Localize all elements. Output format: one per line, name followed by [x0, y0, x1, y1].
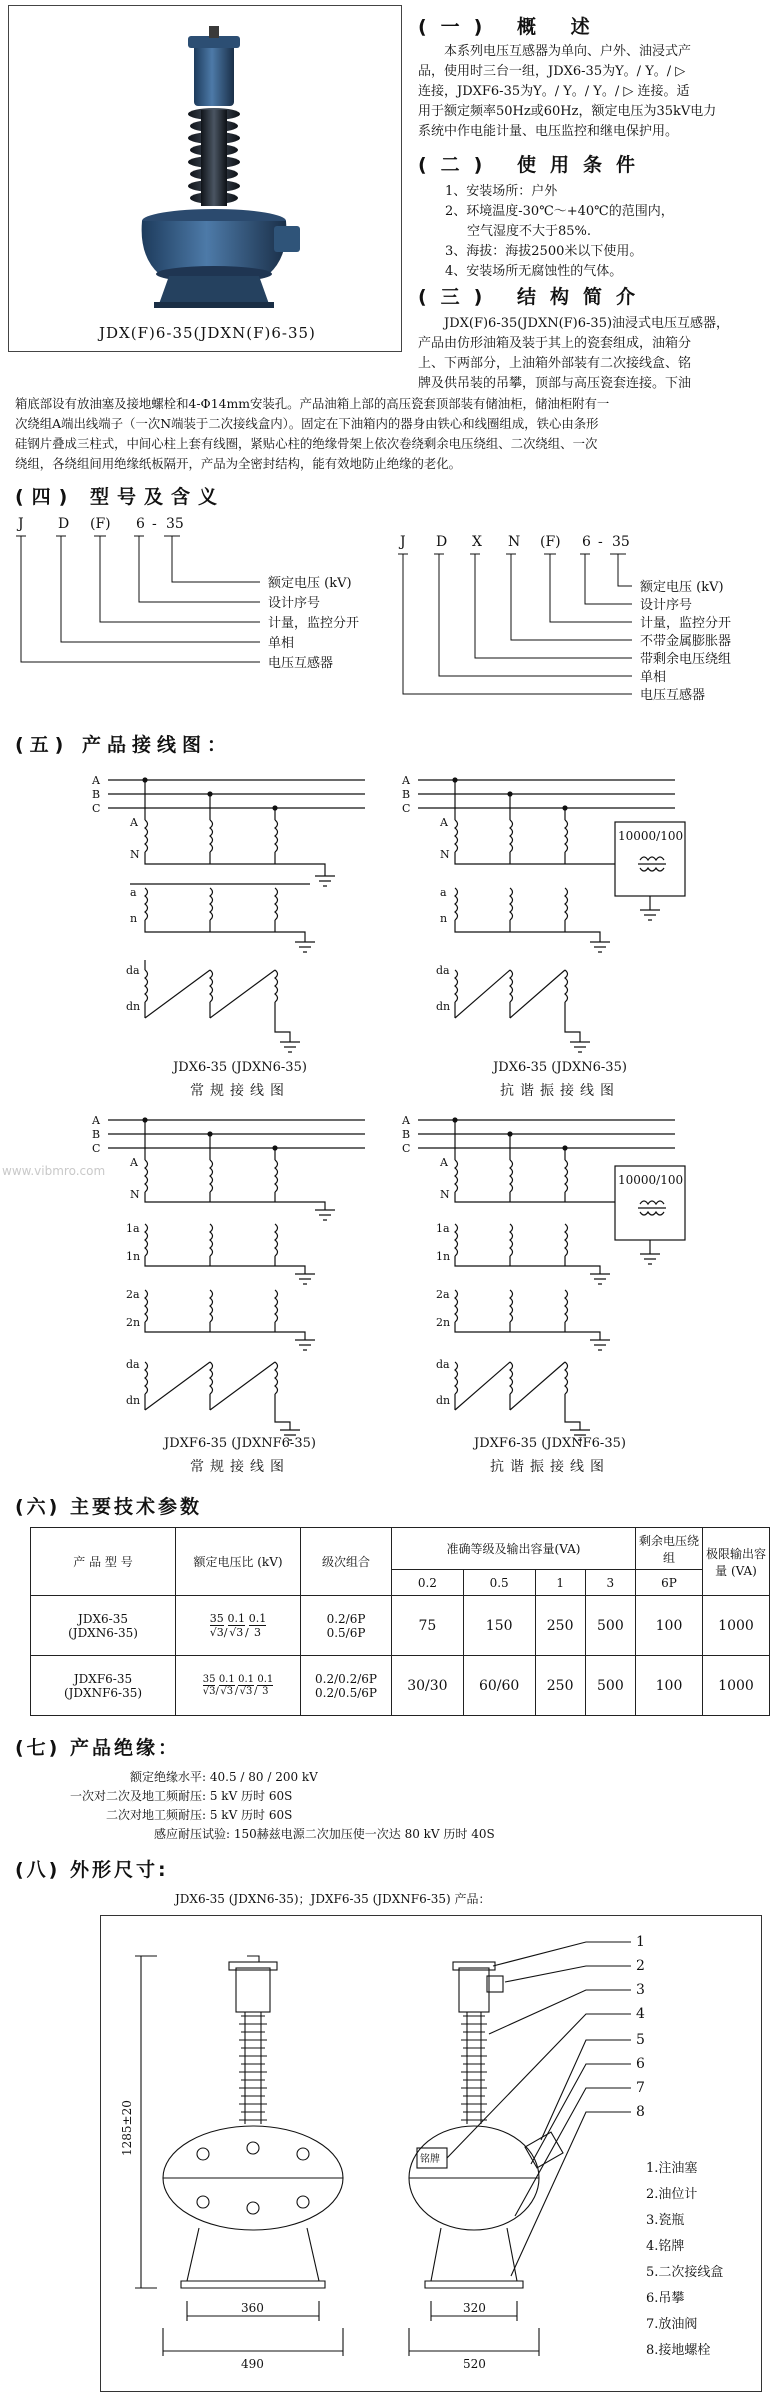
ratio-den: √3 — [220, 1686, 234, 1697]
cell-value: 75 — [392, 1596, 464, 1656]
th-class: 0.2 — [392, 1570, 464, 1596]
winding-label: 2n — [436, 1316, 451, 1329]
section2-line: 1、安装场所：户外 — [445, 184, 558, 199]
callout-number: 8 — [636, 2104, 645, 2120]
section3-line: 上、下两部分，上油箱外部装有二次接线盒、铭 — [418, 356, 692, 371]
model1-letter: D — [58, 516, 70, 532]
model2-meaning: 设计序号 — [640, 598, 693, 613]
th-limit: 极限输出容量 (VA) — [703, 1528, 770, 1596]
model-code-diagram-1 — [10, 510, 380, 690]
section1-line: 品，使用时三台一组，JDX6-35为Y。/ Y。/ ▷ — [418, 64, 686, 79]
diagram2-title: 抗谐振接线图 — [500, 1083, 620, 1099]
model2-meaning: 单相 — [640, 670, 667, 685]
section3-line: 箱底部设有放油塞及接地螺栓和4-Φ14mm安装孔。产品油箱上部的高压瓷套顶部装有储油柜，储油柜附有一 — [15, 396, 610, 411]
model2-letter: - — [598, 534, 603, 550]
winding-label: 1a — [126, 1222, 140, 1235]
model1-meaning: 额定电压 (kV) — [268, 576, 352, 591]
model-name-alt: (JDXN6-35) — [68, 1625, 138, 1640]
ratio-num: 0.1 — [238, 1674, 254, 1685]
winding-label: dn — [126, 1394, 141, 1407]
combo-value: 0.2/0.5/6P — [315, 1685, 377, 1700]
resistor-label: 10000/100 — [618, 829, 684, 843]
th-accuracy: 准确等级及输出容量(VA) — [392, 1528, 636, 1570]
section3-line: 绕组，各绕组间用绝缘纸板隔开，产品为全密封结构，能有效地防止绝缘的老化。 — [15, 456, 462, 471]
legend-item: 7.放油阀 — [646, 2317, 698, 2332]
winding-label: dn — [436, 1000, 451, 1013]
winding-label: dn — [126, 1000, 141, 1013]
winding-label: 2n — [126, 1316, 141, 1329]
winding-label: 1n — [436, 1250, 451, 1263]
cell-value: 1000 — [703, 1656, 770, 1716]
bus-label: B — [92, 1128, 101, 1141]
cell-value: 500 — [585, 1596, 635, 1656]
model1-letter: 6 — [136, 516, 145, 532]
ratio-den: √3 — [209, 1626, 224, 1639]
section1-line: 用于额定频率50Hz或60Hz，额定电压为35kV电力 — [418, 104, 717, 119]
diagram1-model: JDX6-35 (JDXN6-35) — [173, 1060, 307, 1075]
callout-number: 2 — [636, 1958, 645, 1974]
model-code-diagram-2 — [392, 528, 777, 728]
wiring-diagram-4 — [400, 1100, 700, 1470]
diagram4-title: 抗谐振接线图 — [490, 1459, 610, 1475]
winding-label: 2a — [436, 1288, 450, 1301]
winding-label: n — [440, 912, 448, 925]
model1-letter: - — [152, 516, 157, 532]
winding-label: da — [126, 1358, 140, 1371]
watermark: www.vibmro.com — [2, 1164, 106, 1178]
section3-line: 次绕组A端出线端子（一次N端装于二次接线盒内）。固定在下油箱内的器身由铁心和线圈组成，铁心由条形 — [15, 416, 599, 431]
bus-label: A — [402, 774, 410, 787]
th-model: 产 品 型 号 — [31, 1528, 176, 1596]
ratio-num: 35 — [202, 1674, 216, 1685]
legend-item: 5.二次接线盒 — [646, 2265, 724, 2280]
th-class: 6P — [636, 1570, 703, 1596]
combo-value: 0.2/0.2/6P — [315, 1671, 377, 1686]
ratio-num: 0.1 — [227, 1612, 245, 1625]
cell-ratio: $\frac{35}{√3}/$ $\frac{0.1}{√3}/$ $\frac{0.1}{3}$ — [176, 1596, 301, 1656]
winding-label: N — [130, 848, 140, 861]
model1-meaning: 设计序号 — [268, 596, 321, 611]
model2-letter: 6 — [582, 534, 591, 550]
bus-label: A — [402, 1114, 410, 1127]
dim-height: 1285±20 — [120, 2100, 134, 2156]
outline-subtitle: JDX6-35 (JDXN6-35)；JDXF6-35 (JDXNF6-35) 产品： — [175, 1892, 491, 1906]
ratio-den: 3 — [262, 1686, 269, 1697]
cell-value: 150 — [463, 1596, 535, 1656]
section2-line: 4、安装场所无腐蚀性的气体。 — [445, 264, 623, 279]
model1-meaning: 单相 — [268, 636, 295, 651]
model2-letter: X — [472, 534, 482, 550]
section1-heading: (一) 概 述 — [418, 16, 604, 38]
winding-label: A — [130, 1156, 138, 1169]
ratio-den: 3 — [253, 1626, 261, 1639]
section3-text-right — [418, 314, 776, 394]
winding-label: A — [130, 816, 138, 829]
section3-heading: (三) 结构简介 — [418, 286, 649, 308]
ratio-den: √3 — [239, 1686, 253, 1697]
legend-item: 6.吊攀 — [646, 2291, 685, 2306]
winding-label: 1a — [436, 1222, 450, 1235]
transformer-photo — [9, 6, 401, 316]
cell-value: 30/30 — [392, 1656, 464, 1716]
insulation-text — [60, 1768, 760, 1844]
callout-number: 6 — [636, 2056, 645, 2072]
cell-value: 500 — [585, 1656, 635, 1716]
cell-ratio: $\frac{35}{√3}/$ $\frac{0.1}{√3}/$ $\frac{0.1}{√3}/$ $\frac{0.1}{3}$ — [176, 1656, 301, 1716]
winding-label: n — [130, 912, 138, 925]
legend-item: 4.铭牌 — [646, 2239, 685, 2254]
model1-letter: (F) — [90, 516, 111, 532]
model-name-alt: (JDXNF6-35) — [63, 1685, 143, 1700]
model1-meaning: 电压互感器 — [268, 656, 334, 671]
winding-label: da — [436, 1358, 450, 1371]
cell-model — [31, 1656, 176, 1716]
section2-heading: (二) 使用条件 — [418, 154, 649, 176]
winding-label: N — [130, 1188, 140, 1201]
ratio-den: √3 — [202, 1686, 216, 1697]
diagram3-title: 常规接线图 — [190, 1459, 290, 1475]
diagram4-model: JDXF6-35 (JDXNF6-35) — [474, 1436, 626, 1451]
dim-base-b: 320 — [463, 2301, 486, 2315]
th-combo: 级次组合 — [301, 1528, 392, 1596]
section1-line: 系统中作电能计量、电压监控和继电保护用。 — [418, 124, 679, 139]
section2-line: 2、环境温度-30℃～+40℃的范围内， — [445, 204, 674, 219]
model2-letter: D — [436, 534, 448, 550]
combo-value: 0.2/6P — [326, 1611, 366, 1626]
insulation-line: 二次对地工频耐压: 5 kV 历时 60S — [106, 1808, 293, 1822]
bus-label: B — [402, 788, 411, 801]
diagram3-model: JDXF6-35 (JDXNF6-35) — [164, 1436, 316, 1451]
callout-number: 7 — [636, 2080, 645, 2096]
th-class: 0.5 — [463, 1570, 535, 1596]
insulation-line: 额定绝缘水平: 40.5 / 80 / 200 kV — [130, 1770, 318, 1784]
outline-drawing-frame — [100, 1915, 762, 2392]
winding-label: 1n — [126, 1250, 141, 1263]
th-residual: 剩余电压绕组 — [636, 1528, 703, 1570]
cell-value: 1000 — [703, 1596, 770, 1656]
dim-width-b: 520 — [463, 2357, 486, 2371]
model1-letter: J — [18, 516, 24, 532]
th-ratio: 额定电压比 (kV) — [176, 1528, 301, 1596]
th-class: 1 — [535, 1570, 585, 1596]
cell-combo — [301, 1596, 392, 1656]
legend-item: 3.瓷瓶 — [646, 2213, 685, 2228]
product-photo-box — [8, 5, 402, 352]
photo-caption: JDX(F)6-35(JDXN(F)6-35) — [99, 324, 316, 342]
model2-meaning: 带剩余电压绕组 — [640, 652, 732, 667]
model2-letter: N — [508, 534, 521, 550]
bus-label: C — [92, 1142, 101, 1155]
section4-heading: (四) 型号及含义 — [15, 486, 225, 508]
model-name: JDX6-35 — [78, 1611, 128, 1626]
wiring-diagram-1 — [90, 760, 380, 1090]
callout-number: 5 — [636, 2032, 645, 2048]
model-name: JDXF6-35 — [73, 1671, 133, 1686]
model2-meaning: 计量，监控分开 — [640, 616, 732, 631]
ratio-num: 0.1 — [248, 1612, 267, 1625]
model1-letter: 35 — [166, 516, 184, 532]
winding-label: 2a — [126, 1288, 140, 1301]
model2-meaning: 电压互感器 — [640, 688, 706, 703]
cell-value: 250 — [535, 1596, 585, 1656]
nameplate-label: 铭牌 — [420, 2154, 440, 2165]
model2-meaning: 不带金属膨胀器 — [640, 634, 732, 649]
diagram2-model: JDX6-35 (JDXN6-35) — [493, 1060, 627, 1075]
model2-letter: J — [400, 534, 406, 550]
model2-letter: (F) — [540, 534, 561, 550]
ratio-num: 35 — [209, 1612, 224, 1625]
wiring-diagram-2 — [400, 760, 700, 1090]
dim-width-a: 490 — [241, 2357, 264, 2371]
winding-label: A — [440, 1156, 448, 1169]
legend-item: 2.油位计 — [646, 2187, 698, 2202]
callout-number: 1 — [636, 1934, 645, 1950]
parts-legend — [646, 2156, 756, 2364]
section3-text-full — [15, 394, 775, 474]
th-class: 3 — [585, 1570, 635, 1596]
cell-value: 100 — [636, 1656, 703, 1716]
bus-label: A — [92, 774, 100, 787]
section1-line: 本系列电压互感器为单向、户外、油浸式产 — [444, 44, 692, 59]
cell-value: 60/60 — [463, 1656, 535, 1716]
winding-label: a — [440, 886, 447, 899]
ratio-den: √3 — [229, 1626, 244, 1639]
section2-line: 3、海拔：海拔2500米以下使用。 — [445, 244, 643, 259]
winding-label: N — [440, 1188, 450, 1201]
ratio-num: 0.1 — [257, 1674, 274, 1685]
bus-label: A — [92, 1114, 100, 1127]
winding-label: a — [130, 886, 137, 899]
insulation-line: 感应耐压试验: 150赫兹电源二次加压使一次达 80 kV 历时 40S — [154, 1827, 495, 1841]
bus-label: C — [92, 802, 101, 815]
callout-number: 4 — [636, 2006, 645, 2022]
winding-label: N — [440, 848, 450, 861]
legend-item: 8.接地螺栓 — [646, 2343, 711, 2358]
cell-model — [31, 1596, 176, 1656]
legend-item: 1.注油塞 — [646, 2161, 698, 2176]
cell-value: 250 — [535, 1656, 585, 1716]
bus-label: C — [402, 1142, 411, 1155]
table-row — [31, 1656, 770, 1716]
bus-label: B — [402, 1128, 411, 1141]
winding-label: A — [440, 816, 448, 829]
table-row — [31, 1596, 770, 1656]
spec-table — [30, 1527, 770, 1716]
model1-meaning: 计量，监控分开 — [268, 616, 360, 631]
section2-text — [445, 182, 775, 282]
winding-label: dn — [436, 1394, 451, 1407]
winding-label: da — [436, 964, 450, 977]
section1-text — [418, 42, 773, 142]
bus-label: B — [92, 788, 101, 801]
section3-line: JDX(F)6-35(JDXN(F)6-35)油浸式电压互感器， — [444, 316, 730, 331]
dim-base-a: 360 — [241, 2301, 264, 2315]
section8-heading: (八) 外形尺寸: — [15, 1859, 169, 1881]
section1-line: 连接，JDXF6-35为Y。/ Y。/ Y。/ ▷ 连接。适 — [418, 84, 690, 99]
ratio-num: 0.1 — [218, 1674, 235, 1685]
callout-number: 3 — [636, 1982, 645, 1998]
section3-line: 产品由仿形油箱及装于其上的瓷套组成，油箱分 — [418, 336, 692, 351]
resistor-label: 10000/100 — [618, 1173, 684, 1187]
model2-meaning: 额定电压 (kV) — [640, 580, 724, 595]
section6-heading: (六) 主要技术参数 — [15, 1496, 202, 1518]
diagram1-title: 常规接线图 — [190, 1083, 290, 1099]
cell-value: 100 — [636, 1596, 703, 1656]
combo-value: 0.5/6P — [326, 1625, 366, 1640]
section3-line: 硅钢片叠成三柱式，中间心柱上套有线圈，紧贴心柱的绝缘骨架上依次卷绕剩余电压绕组、二次绕组、一次 — [15, 436, 598, 451]
section3-line: 牌及供吊装的吊攀，顶部与高压瓷套连接。下油 — [418, 376, 692, 391]
section2-line: 空气湿度不大于85%. — [467, 224, 592, 239]
bus-label: C — [402, 802, 411, 815]
section7-heading: (七) 产品绝缘： — [15, 1737, 180, 1759]
model2-letter: 35 — [612, 534, 630, 550]
insulation-line: 一次对二次及地工频耐压: 5 kV 历时 60S — [70, 1789, 293, 1803]
wiring-diagram-3 — [90, 1100, 380, 1470]
cell-combo — [301, 1656, 392, 1716]
section5-heading: (五) 产品接线图： — [15, 734, 232, 756]
winding-label: da — [126, 964, 140, 977]
